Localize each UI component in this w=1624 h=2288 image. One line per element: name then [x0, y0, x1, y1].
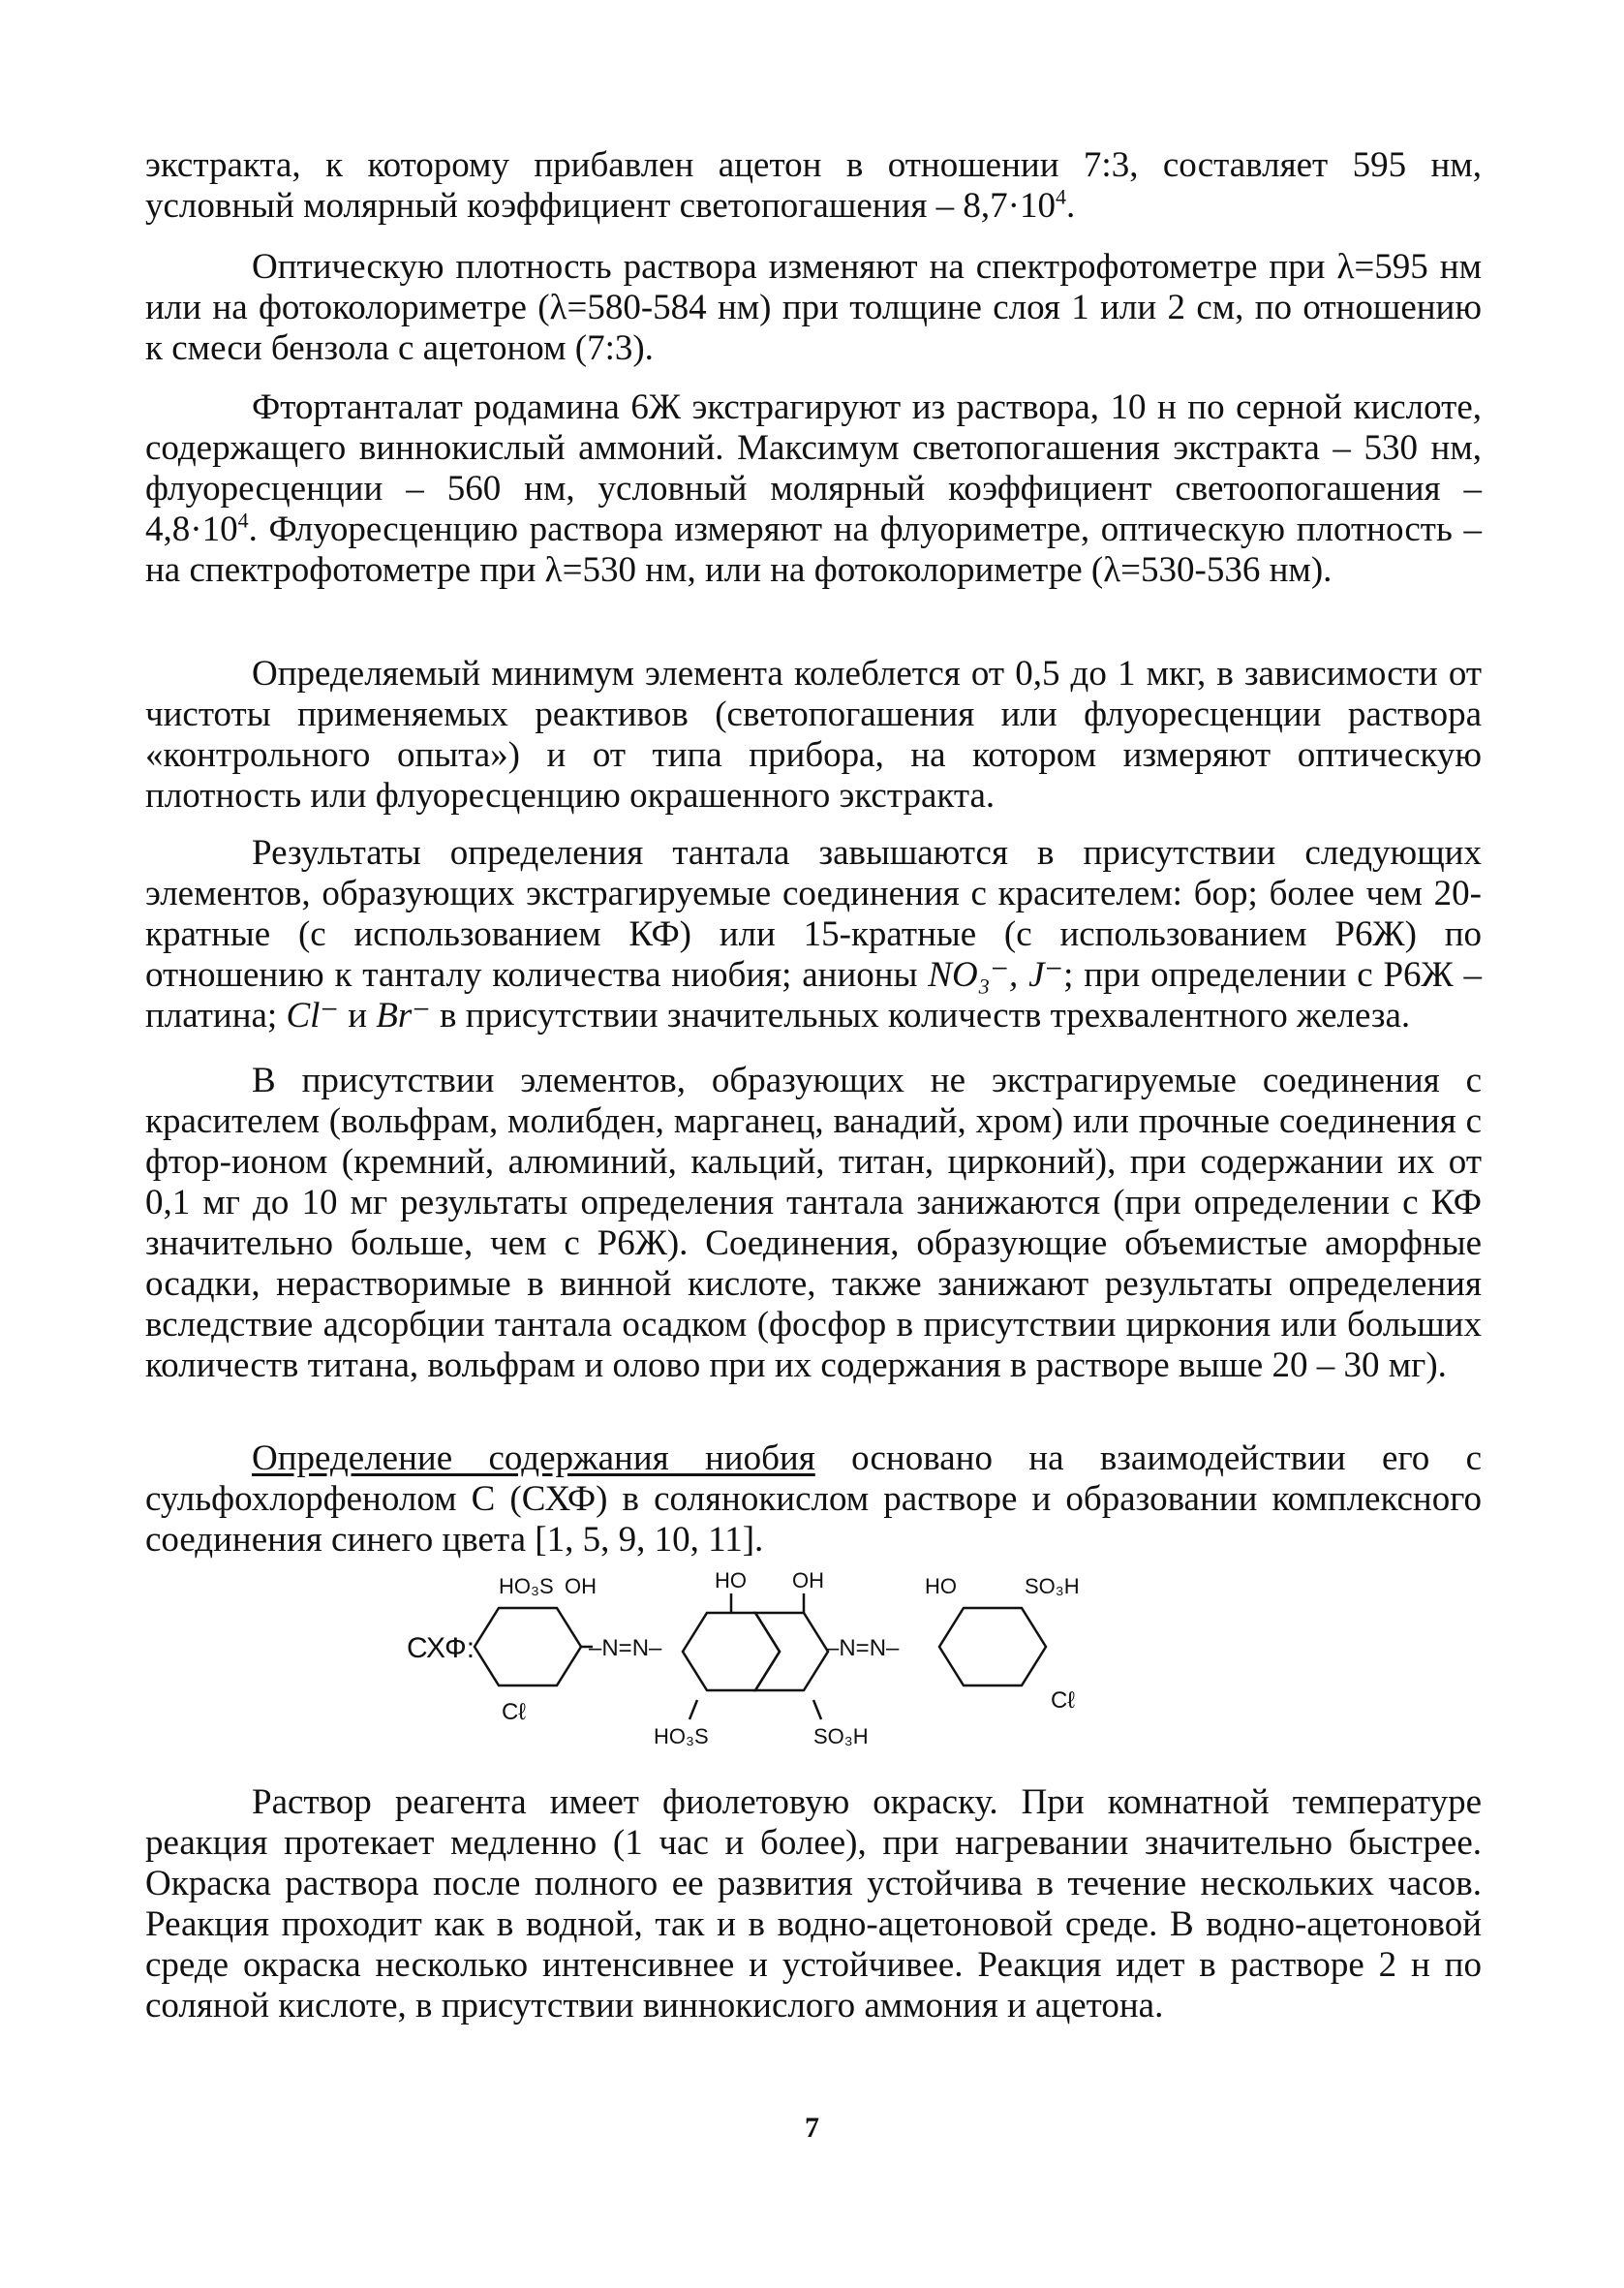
paragraph-2: Оптическую плотность раствора изменяют на спектрофотометре при λ=595 нм или на фотоколориметре (λ=580-584 нм) при толщине слоя 1 или 2 см, по отношению к смеси бензола с ацетоном (7:3). [145, 247, 1482, 368]
bromide-formula: Br⁻ [376, 996, 431, 1036]
ho-mid-label: HO [715, 1568, 747, 1592]
paragraph-5-text-c: и [338, 996, 377, 1036]
formula-label: СХФ: [407, 1632, 475, 1664]
oh-mid-label: OH [792, 1568, 824, 1592]
chloride-formula: Cl⁻ [286, 996, 339, 1036]
page-number: 7 [805, 2112, 819, 2144]
chemical-structure-formula [407, 1564, 1259, 1748]
paragraph-3-text: Фтортанталат родамина 6Ж экстрагируют из раствора, 10 н по серной кислоте, содержащего виннокислый аммоний. Максимум светопогашения экстракта – 530 нм, флуоресценции – 560 нм, условный молярный коэффициент светоопогашения – 4,8·10 [145, 387, 1482, 549]
so3h-top-label: SO₃H [1025, 1574, 1080, 1598]
exponent: 4 [237, 508, 249, 533]
paragraph-5-text-b: ; при определении с Р6Ж – платина; [145, 955, 1483, 1036]
paragraph-4: Определяемый минимум элемента колеблется от 0,5 до 1 мкг, в зависимости от чистоты применяемых реактивов (светопогашения или флуоресценции раствора «контрольного опыта») и от типа прибора, на котором измеряют оптическую плотность или флуоресценцию окрашенного экстракта. [145, 654, 1482, 816]
ho-right-label: HO [925, 1574, 957, 1598]
paragraph-1-text: экстракта, к которому прибавлен ацетон в отношении 7:3, составляет 595 нм, условный молярный коэффициент светопогашения – 8,7·10 [145, 145, 1482, 226]
so3h-bottom-label: SO₃H [813, 1724, 869, 1748]
paragraph-7 [145, 1438, 1482, 1561]
paragraph-6: В присутствии элементов, образующих не экстрагируемые соединения с красителем (вольфрам, молибден, марганец, ванадий, хром) или прочные соединения с фтор-ионом (кремний, алюминий, кальций, титан, цирконий), при содержании их от 0,1 мг до 10 мг результаты определения тантала занижаются (при определении с КФ значительно больше, чем с Р6Ж). Соединения, образующие объемистые аморфные осадки, нерастворимые в винной кислоте, также занижают результаты определения вследствие адсорбции тантала осадком (фосфор в присутствии циркония или больших количеств титана, вольфрам и олово при их содержания в растворе выше 20 – 30 мг). [145, 1061, 1482, 1385]
exponent: 4 [1055, 184, 1066, 209]
paragraph-8: Раствор реагента имеет фиолетовую окраску. При комнатной температуре реакция протекает медленно (1 час и более), при нагревании значительно быстрее. Окраска раствора после полного ее развития устойчива в течение нескольких часов. Реакция проходит как в водной, так и в водно-ацетоновой среде. В водно-ацетоновой среде окраска несколько интенсивнее и устойчивее. Реакция идет в растворе 2 н по соляной кислоте, в присутствии виннокислого аммония и ацетона. [145, 1782, 1482, 2025]
paragraph-7-text: основано на взаимодействии его с сульфохлорфенолом С (СХФ) в солянокислом растворе и образовании комплексного соединения синего цвета [1, 5, 9, 10, 11]. [145, 1438, 1482, 1560]
paragraph-1 [145, 145, 1482, 227]
anion-formula: NO₃⁻, J⁻ [928, 955, 1064, 995]
ho3s-bottom-label: HO₃S [654, 1724, 709, 1748]
section-heading-niobium: Определение содержания ниобия [252, 1438, 815, 1478]
right-benzene-ring [939, 1608, 1046, 1685]
azo-right-label: –N=N– [826, 1635, 900, 1661]
naphthalene-ring-left [683, 1613, 780, 1690]
paragraph-3-rest: . Флуоресценцию раствора измеряют на флуориметре, оптическую плотность – на спектрофотометре при λ=530 нм, или на фотоколориметре (λ=530-536 нм). [145, 510, 1482, 590]
cl-right-label: Cℓ [1051, 1687, 1076, 1714]
naphthalene-ring-right [755, 1613, 828, 1690]
paragraph-5-text: Результаты определения тантала завышаются в присутствии следующих элементов, образующих экстрагируемые соединения с красителем: бор; более чем 20-кратные (с использованием КФ) или 15-кратные (с использованием Р6Ж) по отношению к танталу количества ниобия; анионы [145, 833, 1482, 995]
paragraph-1-end: . [1065, 186, 1076, 226]
paragraph-5-text-d: в присутствии значительных количеств трехвалентного железа. [430, 996, 1411, 1036]
oh-left-label: OH [565, 1574, 597, 1598]
left-benzene-ring [475, 1608, 581, 1685]
ho3s-top-label: HO₃S [499, 1574, 554, 1598]
azo-left-label: –N=N– [589, 1635, 662, 1661]
paragraph-3 [145, 387, 1482, 591]
cl-left-label: Cℓ [502, 1699, 527, 1725]
paragraph-5 [145, 833, 1482, 1036]
